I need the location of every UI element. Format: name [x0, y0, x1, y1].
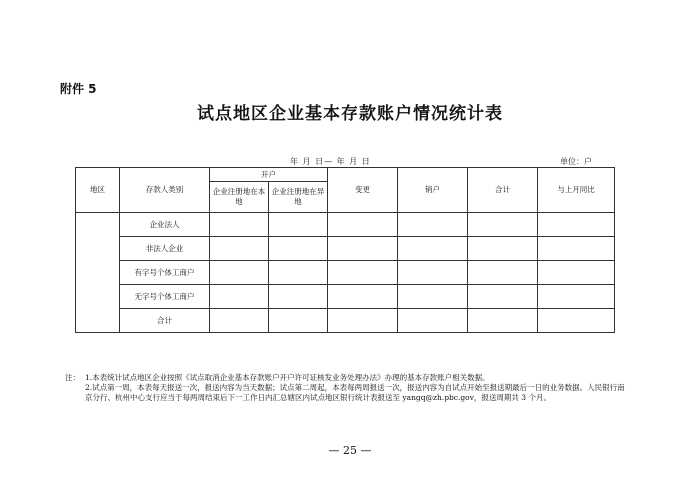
table-cell	[398, 285, 468, 309]
header-category: 存款人类别	[120, 168, 210, 213]
table-cell	[538, 237, 615, 261]
region-cell	[76, 213, 120, 333]
row-label: 无字号个体工商户	[120, 285, 210, 309]
table-cell	[328, 213, 398, 237]
unit-label: 单位：户	[560, 157, 592, 166]
row-label: 非法人企业	[120, 237, 210, 261]
table-cell	[210, 285, 269, 309]
note-line	[65, 383, 625, 403]
table-cell	[398, 261, 468, 285]
table-cell	[269, 285, 328, 309]
table-cell	[210, 309, 269, 333]
table-cell	[538, 213, 615, 237]
header-open-local: 企业注册地在本地	[210, 182, 269, 213]
attachment-label: 附件 5	[60, 82, 97, 96]
table-row	[76, 261, 615, 285]
header-change: 变更	[328, 168, 398, 213]
table-cell	[328, 309, 398, 333]
table-cell	[328, 261, 398, 285]
header-open-remote: 企业注册地在异地	[269, 182, 328, 213]
table-cell	[538, 261, 615, 285]
table-cell	[328, 285, 398, 309]
note-line	[65, 373, 625, 383]
header-yoy: 与上月同比	[538, 168, 615, 213]
statistics-table	[75, 167, 615, 333]
table-cell	[468, 237, 538, 261]
table-cell	[468, 309, 538, 333]
row-label: 有字号个体工商户	[120, 261, 210, 285]
table-cell	[398, 309, 468, 333]
table-row	[76, 213, 615, 237]
table-row	[76, 285, 615, 309]
table-row	[76, 237, 615, 261]
table-cell	[328, 237, 398, 261]
header-row-1	[76, 168, 615, 182]
table-cell	[398, 213, 468, 237]
notes	[65, 373, 625, 403]
header-total: 合计	[468, 168, 538, 213]
table-cell	[468, 213, 538, 237]
table-cell	[269, 309, 328, 333]
table-cell	[210, 261, 269, 285]
header-close: 销户	[398, 168, 468, 213]
table-cell	[538, 285, 615, 309]
note-item: 1.本表统计试点地区企业按照《试点取消企业基本存款账户开户许可证核发业务处理办法》办理的基本存款账户相关数据。	[85, 373, 490, 382]
table-cell	[538, 309, 615, 333]
table-cell	[398, 237, 468, 261]
page-number: — 25 —	[328, 444, 372, 457]
table-cell	[269, 237, 328, 261]
table-cell	[468, 285, 538, 309]
row-label: 合计	[120, 309, 210, 333]
table-row	[76, 309, 615, 333]
table-cell	[210, 213, 269, 237]
header-region: 地区	[76, 168, 120, 213]
table-cell	[468, 261, 538, 285]
table-cell	[210, 237, 269, 261]
note-item: 2.试点第一周，本表每天报送一次，报送内容为当天数据；试点第二周起，本表每两周报送一次，报送内容为自试点开始至报送期最后一日的业务数据。人民银行南京分行、杭州中心支行应当于每两周结束后下一工作日内汇总辖区内试点地区银行统计表报送至 yangq@zh.pbc.gov，报送周期共 3 个月。	[85, 383, 625, 402]
note-prefix: 注：	[65, 373, 80, 382]
table-cell	[269, 261, 328, 285]
row-label: 企业法人	[120, 213, 210, 237]
page-title: 试点地区企业基本存款账户情况统计表	[197, 104, 503, 124]
header-open: 开户	[210, 168, 328, 182]
date-range: 年 月 日— 年 月 日	[290, 157, 371, 166]
table-cell	[269, 213, 328, 237]
